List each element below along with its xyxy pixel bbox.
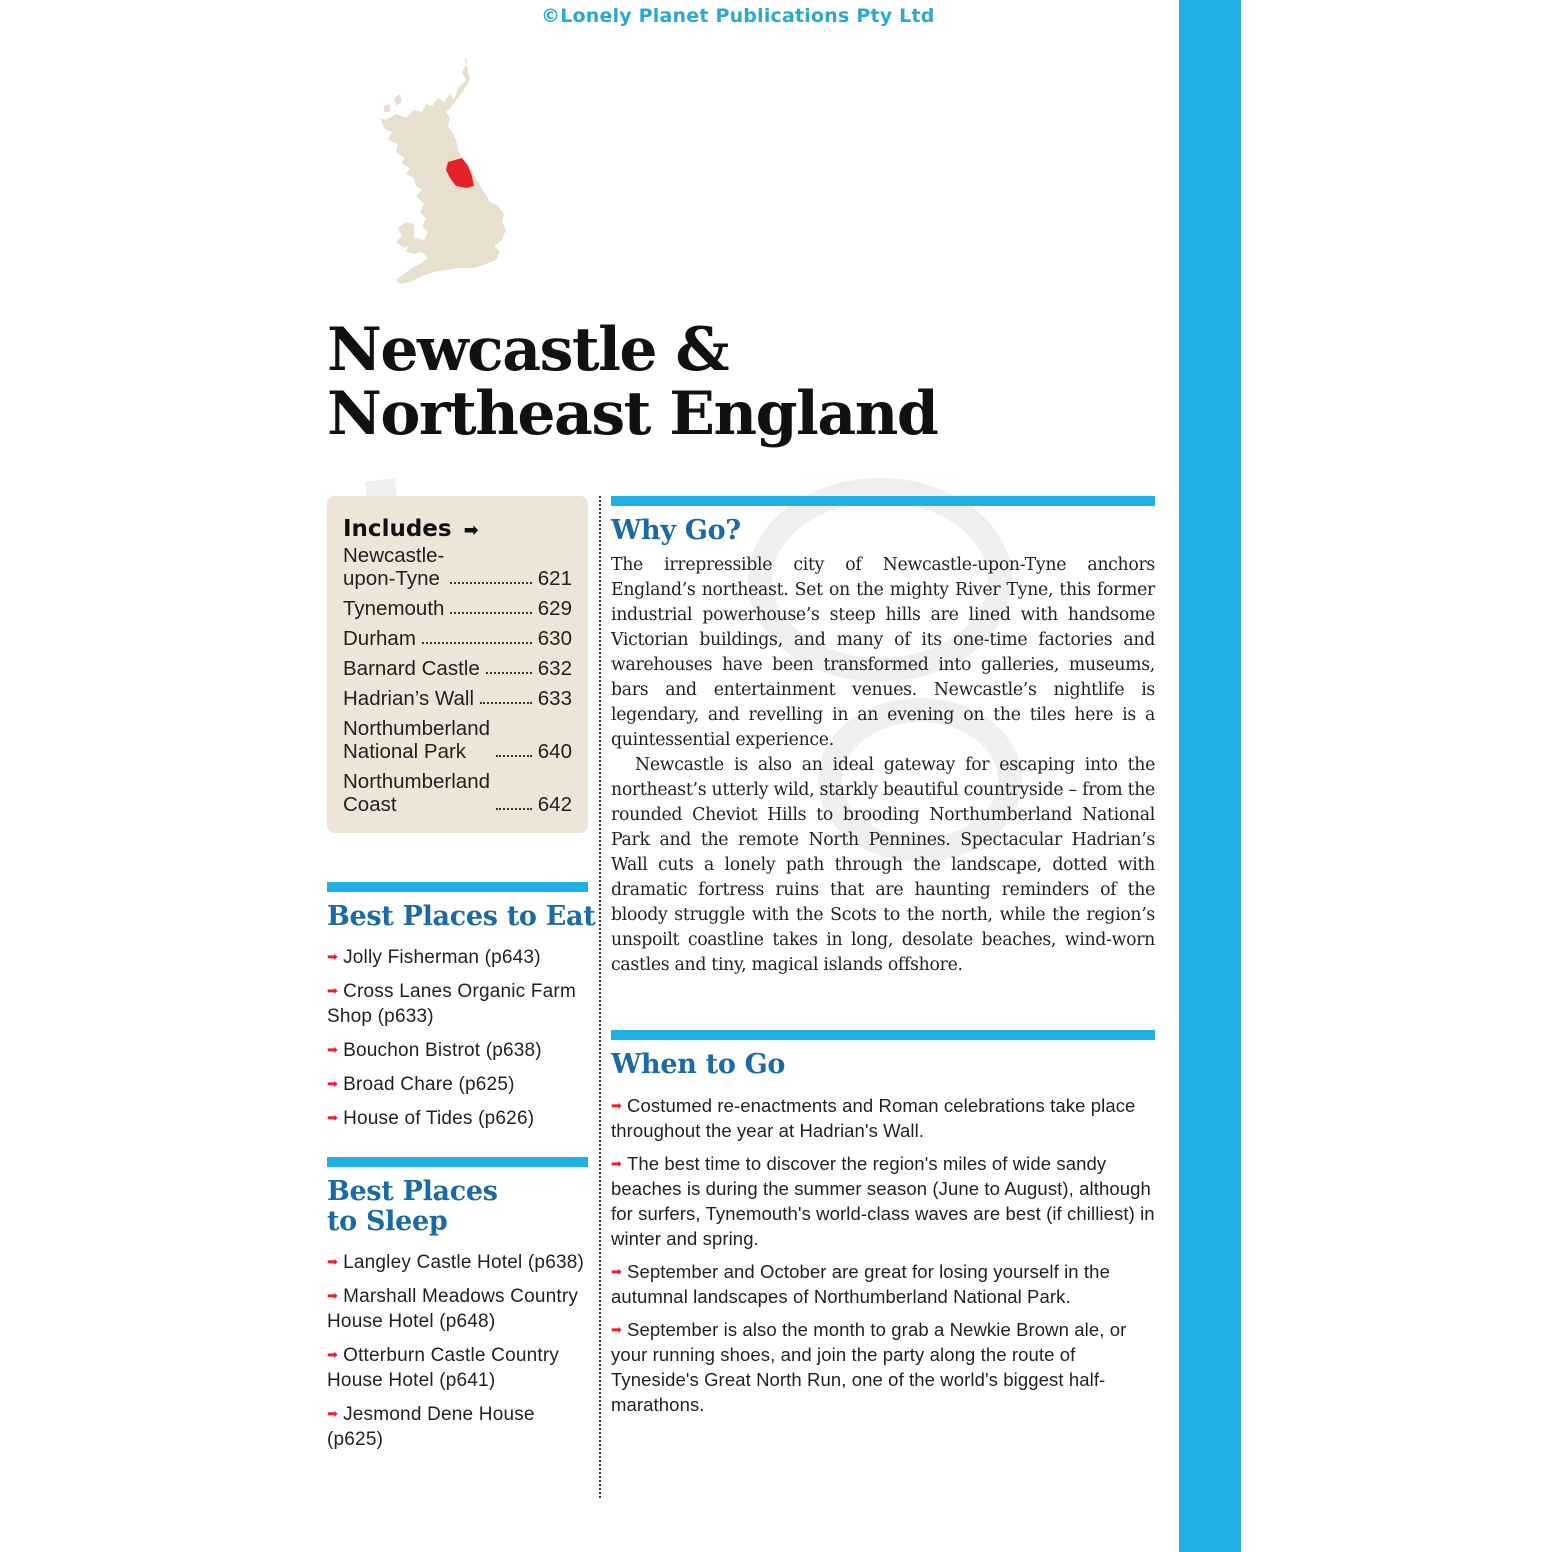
dot-leader: [450, 582, 531, 584]
includes-item-page: 629: [537, 597, 572, 620]
why-go-rule: [611, 496, 1155, 506]
right-arrow-icon: ➡: [463, 520, 479, 541]
dot-leader: [486, 672, 532, 674]
includes-item-page: 633: [537, 687, 572, 710]
list-item-text: Bouchon Bistrot (p638): [343, 1040, 542, 1061]
red-arrow-icon: ➡: [611, 1098, 622, 1113]
list-item-text: Langley Castle Hotel (p638): [343, 1252, 585, 1273]
best-sleep-list: [327, 1249, 589, 1460]
why-go-paragraph: Newcastle is also an ideal gateway for escaping into the northeast’s utterly wild, starkly beautiful countryside – from the rounded Cheviot Hills to brooding Northumberland National Park and the remote North Pennines. Spectacular Hadrian’s Wall cuts a lonely path through the landscape, dotted with dramatic fortress ruins that are haunting reminders of the bloody struggle with the Scots to the north, while the region’s unspoilt coastline takes in long, desolate beaches, wind-worn castles and tiny, magical islands offshore.: [611, 755, 1155, 975]
page-title-line-2: Northeast England: [327, 379, 938, 449]
red-arrow-icon: ➡: [327, 949, 339, 964]
red-arrow-icon: ➡: [327, 1110, 339, 1125]
dot-leader: [450, 612, 531, 614]
best-sleep-rule: [327, 1157, 588, 1167]
best-sleep-heading-line-2: to Sleep: [327, 1206, 448, 1237]
page-title-line-1: Newcastle &: [327, 315, 729, 385]
dot-leader: [480, 702, 532, 704]
includes-item-page: 642: [537, 793, 572, 816]
column-divider: [599, 496, 601, 1498]
includes-item: [343, 687, 572, 710]
list-item: [327, 1037, 589, 1063]
red-arrow-icon: ➡: [327, 983, 339, 998]
list-item: [611, 1259, 1159, 1309]
list-item: [327, 1071, 589, 1097]
includes-item: [343, 717, 572, 763]
red-arrow-icon: ➡: [327, 1288, 339, 1303]
red-arrow-icon: ➡: [327, 1347, 339, 1362]
copyright-notice: ©Lonely Planet Publications Pty Ltd: [541, 5, 935, 27]
why-go-heading: Why Go?: [611, 515, 741, 546]
when-to-go-heading: When to Go: [611, 1049, 786, 1080]
list-item: [611, 1151, 1159, 1251]
list-item: [327, 1342, 589, 1393]
best-eat-list: [327, 944, 589, 1139]
list-item: [611, 1093, 1159, 1143]
red-arrow-icon: ➡: [327, 1406, 339, 1421]
includes-heading: [343, 516, 572, 542]
includes-item: [343, 544, 572, 590]
list-item: [327, 1105, 589, 1131]
list-item-text: September is also the month to grab a Newkie Brown ale, or your running shoes, and join the party along the route of Tyneside's Great North Run, one of the world's biggest half-marathons.: [611, 1319, 1127, 1415]
list-item-text: Broad Chare (p625): [343, 1074, 515, 1095]
dot-leader: [422, 642, 532, 644]
red-arrow-icon: ➡: [327, 1076, 339, 1091]
when-to-go-rule: [611, 1030, 1155, 1040]
includes-item-name: Northumberland Coast: [343, 770, 490, 816]
includes-item-name: Northumberland National Park: [343, 717, 490, 763]
list-item-text: Costumed re-enactments and Roman celebrations take place throughout the year at Hadrian's Wall.: [611, 1095, 1136, 1141]
includes-item-name: Durham: [343, 627, 416, 650]
list-item-text: Otterburn Castle Country House Hotel (p641): [327, 1345, 560, 1391]
includes-heading-text: Includes: [343, 516, 452, 542]
list-item-text: Cross Lanes Organic Farm Shop (p633): [327, 981, 576, 1027]
when-to-go-list: [611, 1093, 1159, 1425]
includes-item-name: Tynemouth: [343, 597, 445, 620]
list-item-text: House of Tides (p626): [343, 1108, 535, 1129]
list-item-text: Marshall Meadows Country House Hotel (p648): [327, 1286, 579, 1332]
includes-box: [327, 496, 588, 833]
includes-item: [343, 770, 572, 816]
list-item: [327, 1283, 589, 1334]
includes-item-name: Newcastle- upon-Tyne: [343, 544, 445, 590]
includes-item-name: Barnard Castle: [343, 657, 480, 680]
includes-item-page: 632: [537, 657, 572, 680]
why-go-paragraph: The irrepressible city of Newcastle-upon-Tyne anchors England’s northeast. Set on the mighty River Tyne, this former industrial powerhouse’s steep hills are lined with handsome Victorian buildings, and many of its one-time factories and warehouses have been transformed into galleries, museums, bars and entertainment venues. Newcastle’s nightlife is legendary, and revelling in an evening on the tiles here is a quintessential experience.: [611, 555, 1155, 750]
list-item: [327, 944, 589, 970]
includes-item-page: 630: [537, 627, 572, 650]
list-item-text: The best time to discover the region's miles of wide sandy beaches is during the summer season (June to August), although for surfers, Tynemouth's world-class waves are best (if chilliest) in winter and spring.: [611, 1153, 1155, 1249]
includes-item: [343, 627, 572, 650]
chapter-side-bar: [1179, 0, 1241, 1552]
list-item: [327, 1249, 589, 1275]
red-arrow-icon: ➡: [611, 1156, 622, 1171]
list-item: [327, 978, 589, 1029]
best-sleep-heading-line-1: Best Places: [327, 1176, 498, 1207]
red-arrow-icon: ➡: [611, 1322, 622, 1337]
dot-leader: [496, 755, 532, 757]
page-title: [327, 315, 1087, 449]
list-item-text: Jesmond Dene House (p625): [327, 1404, 535, 1450]
includes-list: [343, 544, 572, 816]
list-item-text: September and October are great for losing yourself in the autumnal landscapes of Northumberland National Park.: [611, 1261, 1110, 1307]
includes-item-page: 640: [537, 740, 572, 763]
best-eat-rule: [327, 882, 588, 892]
list-item: [611, 1317, 1159, 1417]
great-britain-locator-map-icon: [376, 54, 510, 288]
includes-item: [343, 597, 572, 620]
why-go-body: [611, 553, 1155, 978]
list-item-text: Jolly Fisherman (p643): [343, 947, 541, 968]
dot-leader: [496, 808, 532, 810]
best-eat-heading: Best Places to Eat: [327, 901, 596, 932]
list-item: [327, 1401, 589, 1452]
includes-item-name: Hadrian’s Wall: [343, 687, 475, 710]
red-arrow-icon: ➡: [611, 1264, 622, 1279]
map-land-shape: [380, 56, 506, 284]
red-arrow-icon: ➡: [327, 1042, 339, 1057]
best-sleep-heading: [327, 1177, 498, 1237]
includes-item: [343, 657, 572, 680]
includes-item-page: 621: [537, 567, 572, 590]
red-arrow-icon: ➡: [327, 1254, 339, 1269]
